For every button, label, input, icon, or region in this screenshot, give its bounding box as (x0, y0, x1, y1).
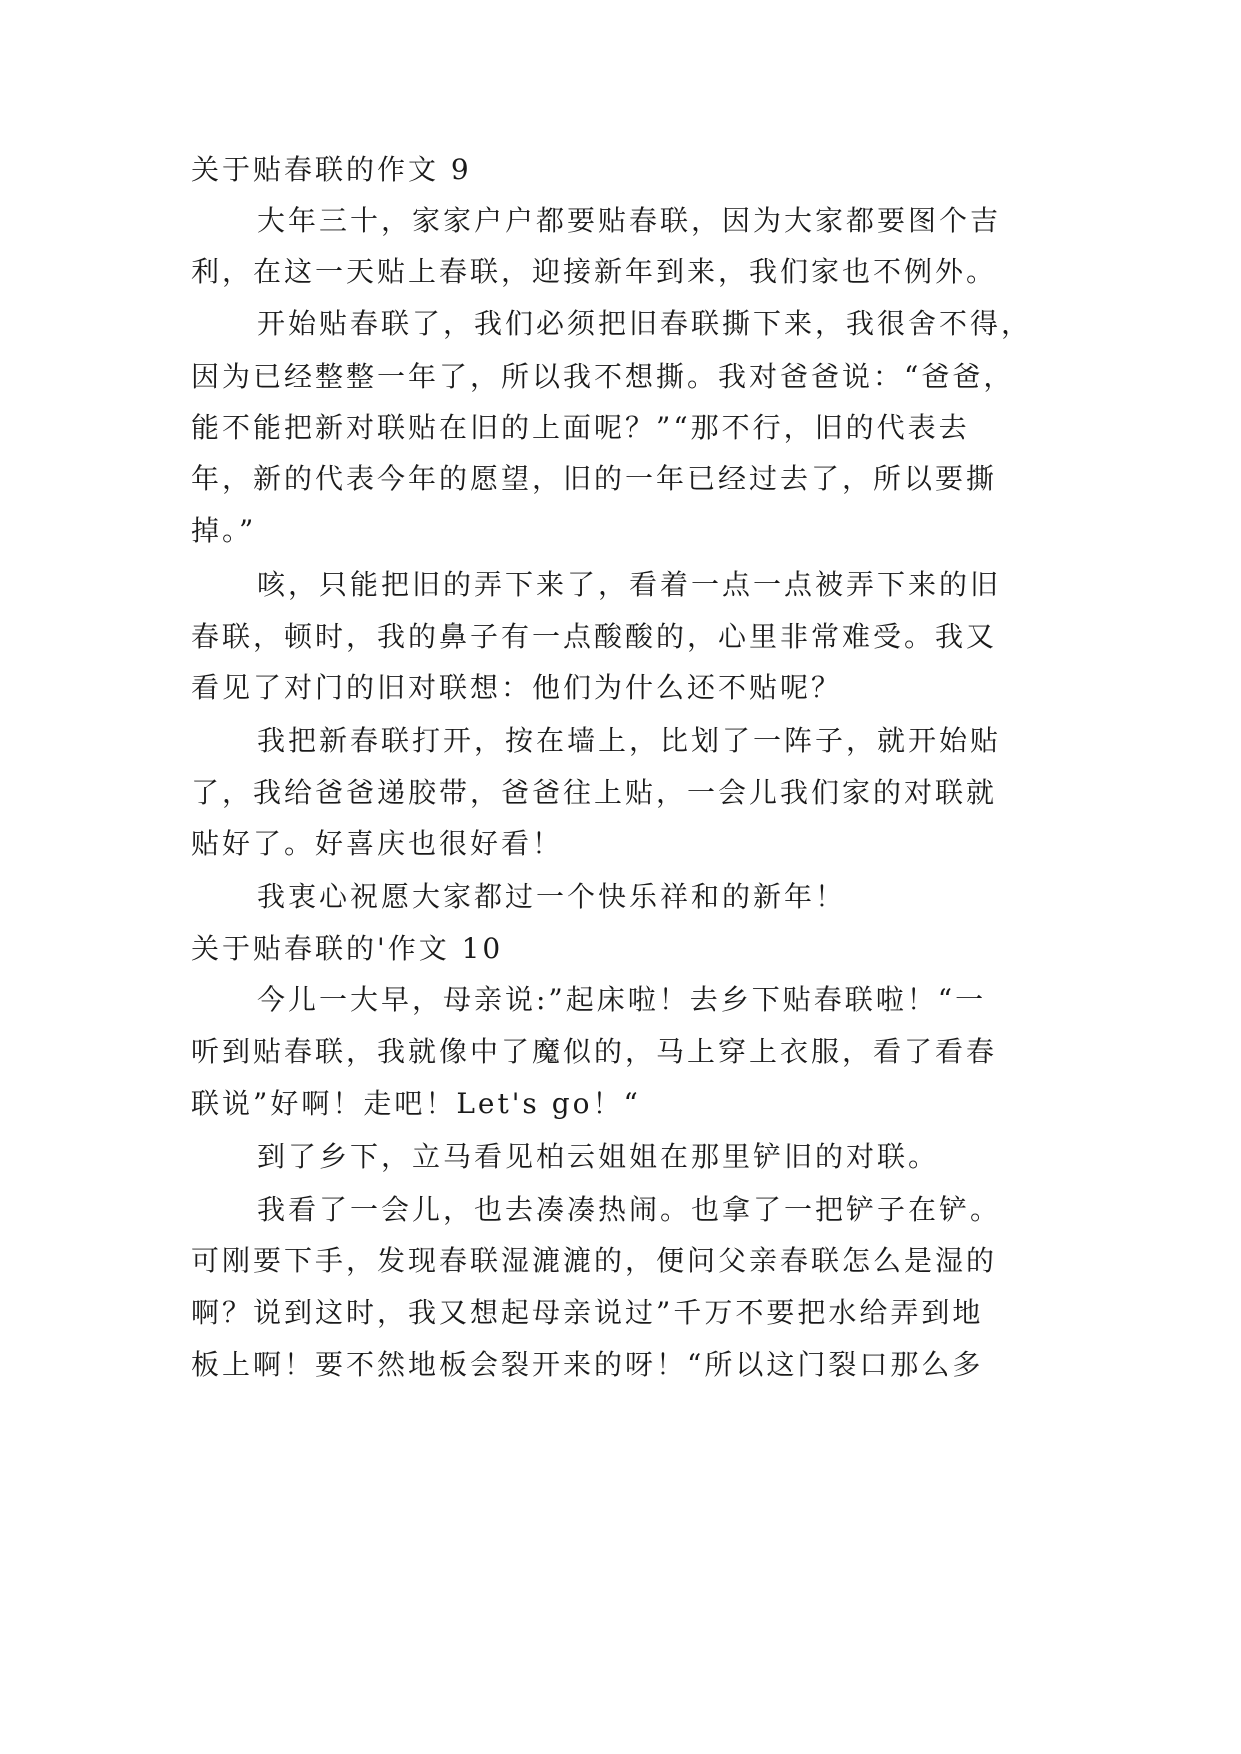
paragraph-line: 了，我给爸爸递胶带，爸爸往上贴，一会儿我们家的对联就 (191, 776, 998, 809)
paragraph-line: 贴好了。好喜庆也很好看！ (191, 827, 564, 860)
paragraph-line: 年，新的代表今年的愿望，旧的一年已经过去了，所以要撕 (191, 462, 998, 495)
paragraph-line: 我把新春联打开，按在墙上，比划了一阵子，就开始贴 (257, 724, 1002, 757)
paragraph-line: 掉。” (191, 514, 257, 547)
paragraph-line: 春联，顿时，我的鼻子有一点酸酸的，心里非常难受。我又 (191, 620, 998, 653)
paragraph-line: 因为已经整整一年了，所以我不想撕。我对爸爸说：“爸爸， (191, 360, 1015, 393)
paragraph-line: 联说”好啊！走吧！Let's go！“ (191, 1087, 641, 1120)
paragraph-line: 能不能把新对联贴在旧的上面呢？”“那不行，旧的代表去 (191, 411, 970, 444)
paragraph-line: 我衷心祝愿大家都过一个快乐祥和的新年！ (257, 880, 847, 913)
paragraph-line: 板上啊！要不然地板会裂开来的呀！“所以这门裂口那么多 (191, 1348, 984, 1381)
paragraph-line: 大年三十，家家户户都要贴春联，因为大家都要图个吉 (257, 204, 1002, 237)
paragraph-line: 开始贴春联了，我们必须把旧春联撕下来，我很舍不得， (257, 307, 1033, 340)
paragraph-line: 我看了一会儿，也去凑凑热闹。也拿了一把铲子在铲。 (257, 1193, 1002, 1226)
paragraph-line: 咳，只能把旧的弄下来了，看着一点一点被弄下来的旧 (257, 568, 1002, 601)
paragraph-line: 利，在这一天贴上春联，迎接新年到来，我们家也不例外。 (191, 255, 998, 288)
essay-title-10: 关于贴春联的'作文 10 (191, 932, 504, 965)
paragraph-line: 啊？说到这时，我又想起母亲说过”千万不要把水给弄到地 (191, 1296, 984, 1329)
paragraph-line: 可刚要下手，发现春联湿漉漉的，便问父亲春联怎么是湿的 (191, 1244, 998, 1277)
paragraph-line: 今儿一大早，母亲说:”起床啦！去乡下贴春联啦！“一 (257, 983, 987, 1016)
paragraph-line: 听到贴春联，我就像中了魔似的，马上穿上衣服，看了看春 (191, 1035, 998, 1068)
paragraph-line: 看见了对门的旧对联想：他们为什么还不贴呢？ (191, 671, 843, 704)
paragraph-line: 到了乡下，立马看见柏云姐姐在那里铲旧的对联。 (257, 1140, 940, 1173)
essay-title-9: 关于贴春联的作文 9 (191, 153, 472, 186)
